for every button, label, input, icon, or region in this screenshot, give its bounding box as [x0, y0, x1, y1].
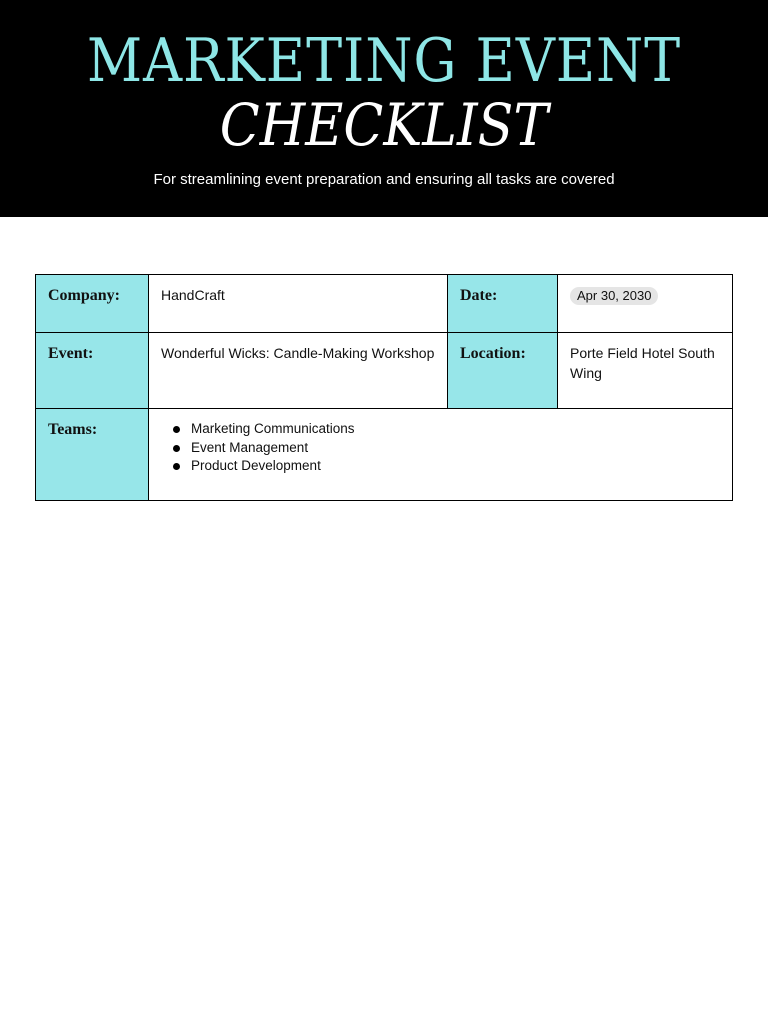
teams-label: Teams:: [48, 421, 98, 438]
company-label: Company:: [48, 287, 121, 304]
page-subtitle: For streamlining event preparation and ensuring all tasks are covered: [153, 171, 615, 188]
event-details-table: [35, 274, 733, 501]
page-title-subheading: CHECKLIST: [219, 91, 549, 159]
table-row: [36, 333, 733, 409]
team-name: Event Management: [191, 439, 309, 455]
bullet-icon: [173, 445, 180, 452]
teams-value-cell: [149, 409, 733, 501]
team-name: Marketing Communications: [191, 421, 355, 436]
location-label: Location:: [460, 345, 526, 362]
event-value-cell: [149, 333, 448, 409]
header-banner: [0, 0, 768, 217]
event-value: Wonderful Wicks: Candle-Making Workshop: [161, 345, 435, 361]
date-pill[interactable]: Apr 30, 2030: [570, 287, 658, 305]
event-label-cell: [36, 333, 149, 409]
bullet-icon: [173, 426, 180, 433]
table-row: [36, 409, 733, 501]
list-item: [191, 439, 720, 458]
team-name: Product Development: [191, 458, 321, 473]
teams-label-cell: [36, 409, 149, 501]
teams-list: [161, 420, 720, 476]
location-label-cell: [448, 333, 558, 409]
date-label-cell: [448, 275, 558, 333]
bullet-icon: [173, 463, 180, 470]
company-label-cell: [36, 275, 149, 333]
table-row: [36, 275, 733, 333]
list-item: [191, 457, 720, 476]
date-value-cell: [558, 275, 733, 333]
page-title: MARKETING EVENT: [86, 26, 682, 96]
location-value-cell: [558, 333, 733, 409]
company-value-cell: [149, 275, 448, 333]
list-item: [191, 420, 720, 439]
location-value: Porte Field Hotel South Wing: [570, 345, 715, 381]
date-label: Date:: [460, 287, 498, 304]
event-label: Event:: [48, 345, 94, 362]
company-value: HandCraft: [161, 287, 225, 303]
